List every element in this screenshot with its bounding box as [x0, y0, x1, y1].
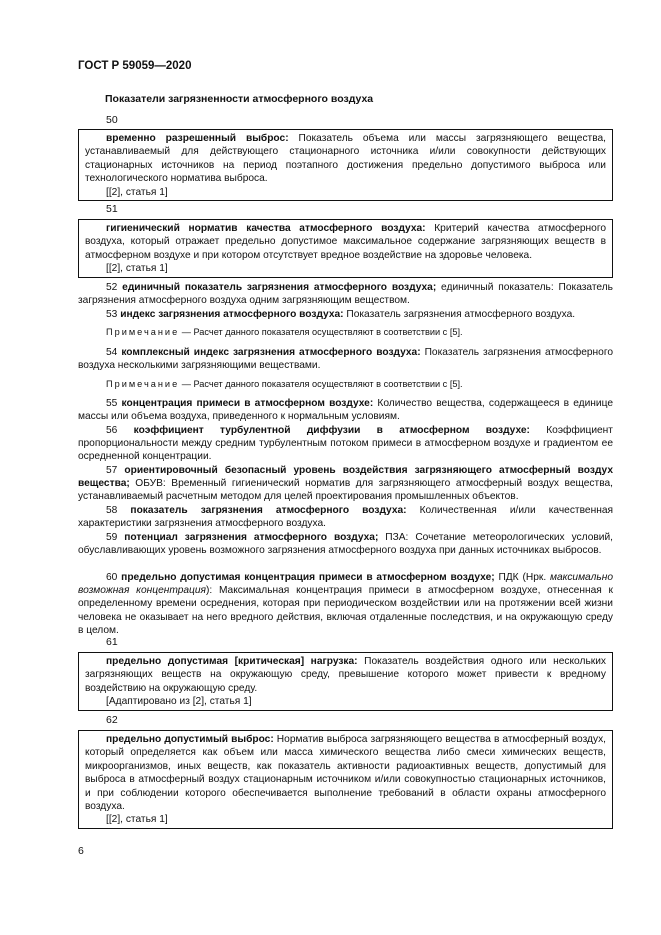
source-reference: [[2], статья 1]: [106, 263, 168, 275]
note: [106, 378, 613, 390]
definition-text: единичный показатель: Показатель загрязнения атмосферного воздуха одним загрязняющим веществом.: [78, 282, 613, 307]
definition-text: Норматив выброса загрязняющего вещества в атмосферный воздух, который определяется как объем или масса химического вещества либо смеси химических веществ, микроорганизмов, иных веществ, как показатель активности радиоактивных веществ, допустимый для выброса в атмосферный воздух стационарным источником и/или совокупностью стационарных источников, и при соблюдении которого обеспечивается выполнение требований в области охраны атмосферного воздуха.: [85, 734, 606, 813]
term: ориентировочный безопасный уровень воздействия загрязняющего атмосферный воздух вещества;: [78, 465, 613, 490]
note: [106, 326, 613, 338]
definition-text: ): Максимальная концентрация примеси в атмосферном воздухе, отнесенная к определенному времени осреднения, которая при периодическом воздействии или на протяжении всей жизни человека не оказывает на него вредного действия, включая отдаленные последствия, и на окружающую среду в целом.: [78, 585, 613, 636]
definition-text: Показатель загрязнения атмосферного воздуха несколькими загрязняющими веществами.: [78, 347, 613, 372]
source-reference: [[2], статья 1]: [106, 814, 168, 826]
term: предельно допустимая [критическая] нагрузка:: [106, 656, 358, 667]
entry-number: 53: [106, 309, 118, 320]
definition-text: Критерий качества атмосферного воздуха, который отражает предельно допустимое максимальное содержание загрязняющих веществ в атмосферном воздухе и при котором отсутствует вредное воздействие на здоровье человека.: [85, 223, 606, 261]
term-entry-56: [78, 424, 613, 464]
definition-text: Показатель воздействия одного или нескольких загрязняющих веществ на окружающую среду, превышение которого может привести к вредному воздействию на окружающую среду.: [85, 656, 606, 694]
entry-number: 59: [106, 532, 118, 543]
term-entry-57: [78, 464, 613, 504]
note-label: Примечание: [106, 327, 180, 337]
section-title: Показатели загрязненности атмосферного воздуха: [105, 93, 374, 105]
standard-header: ГОСТ Р 59059—2020: [78, 60, 192, 72]
term: комплексный индекс загрязнения атмосферного воздуха:: [121, 347, 421, 358]
entry-number: 60: [106, 572, 118, 583]
term-entry-58: [78, 504, 613, 530]
definition-text: ОБУВ: Временный гигиенический норматив для загрязняющего атмосферный воздух вещества, устанавливаемый расчетным методом для целей проектирования промышленных объектов.: [78, 478, 613, 503]
entry-number: 58: [106, 505, 118, 516]
note-label: Примечание: [106, 379, 180, 389]
term-box-61: [78, 652, 613, 711]
source-reference: [Адаптировано из [2], статья 1]: [106, 696, 252, 708]
entry-number: 62: [106, 714, 118, 726]
definition-text: Коэффициент пропорциональности между средним турбулентным потоком примеси в атмосферном воздухе и градиентом ее осредненной концентрации.: [78, 425, 613, 463]
term: индекс загрязнения атмосферного воздуха:: [120, 309, 344, 320]
entry-number: 52: [106, 282, 118, 293]
entry-number: 51: [106, 203, 118, 215]
term-entry-52: [78, 281, 613, 307]
term-box-62: [78, 730, 613, 829]
term: предельно допустимый выброс:: [106, 734, 274, 745]
term: концентрация примеси в атмосферном воздухе:: [121, 398, 374, 409]
entry-number: 57: [106, 465, 118, 476]
term-definition: [85, 222, 606, 262]
entry-number: 54: [106, 347, 118, 358]
term: потенциал загрязнения атмосферного воздуха;: [124, 532, 379, 543]
page-number: 6: [78, 845, 84, 857]
term-box-50: [78, 129, 613, 201]
note-text: — Расчет данного показателя осуществляют в соответствии с [5].: [179, 327, 463, 337]
term-definition: [85, 655, 606, 695]
definition-text: Количество вещества, содержащееся в единице массы или объема воздуха, приведенного к нормальным условиям.: [78, 398, 613, 423]
definition-text: Показатель объема или массы загрязняющего вещества, устанавливаемый для действующего стационарного источника и/или совокупности действующих стационарных источников на период поэтапного достижения предельно допустимого выброса или технологического норматива выброса.: [85, 133, 606, 185]
note-text: — Расчет данного показателя осуществляют в соответствии с [5].: [179, 379, 463, 389]
term-definition: [85, 132, 606, 186]
term: коэффициент турбулентной диффузии в атмосферном воздухе:: [133, 425, 530, 436]
entry-number: 56: [106, 425, 118, 436]
term-entry-59: [78, 531, 613, 557]
definition-text: ПЗА: Сочетание метеорологических условий, обуславливающих уровень возможного загрязнения атмосферного воздуха при данных источниках выбросов.: [78, 532, 613, 557]
deprecated-term: максимально возможная концентрация: [78, 572, 613, 597]
term: гигиенический норматив качества атмосферного воздуха:: [106, 223, 426, 234]
term-entry-55: [78, 397, 613, 423]
definition-text: Количественная и/или качественная характеристики загрязнения атмосферного воздуха.: [78, 505, 613, 530]
term-entry-60: [78, 571, 613, 637]
definition-text: ПДК (Нрк.: [494, 572, 550, 583]
term-box-51: [78, 219, 613, 278]
definition-text: Показатель загрязнения атмосферного воздуха.: [343, 309, 576, 320]
entry-number: 61: [106, 636, 118, 648]
term: предельно допустимая концентрация примеси в атмосферном воздухе;: [121, 572, 495, 583]
entry-number: 55: [106, 398, 118, 409]
term: показатель загрязнения атмосферного воздуха:: [130, 505, 407, 516]
term: временно разрешенный выброс:: [106, 133, 289, 144]
term-definition: [85, 733, 606, 813]
term-entry-54: [78, 346, 613, 372]
source-reference: [[2], статья 1]: [106, 186, 168, 198]
term: единичный показатель загрязнения атмосферного воздуха;: [122, 282, 437, 293]
term-entry-53: [78, 308, 613, 321]
entry-number: 50: [106, 114, 118, 126]
